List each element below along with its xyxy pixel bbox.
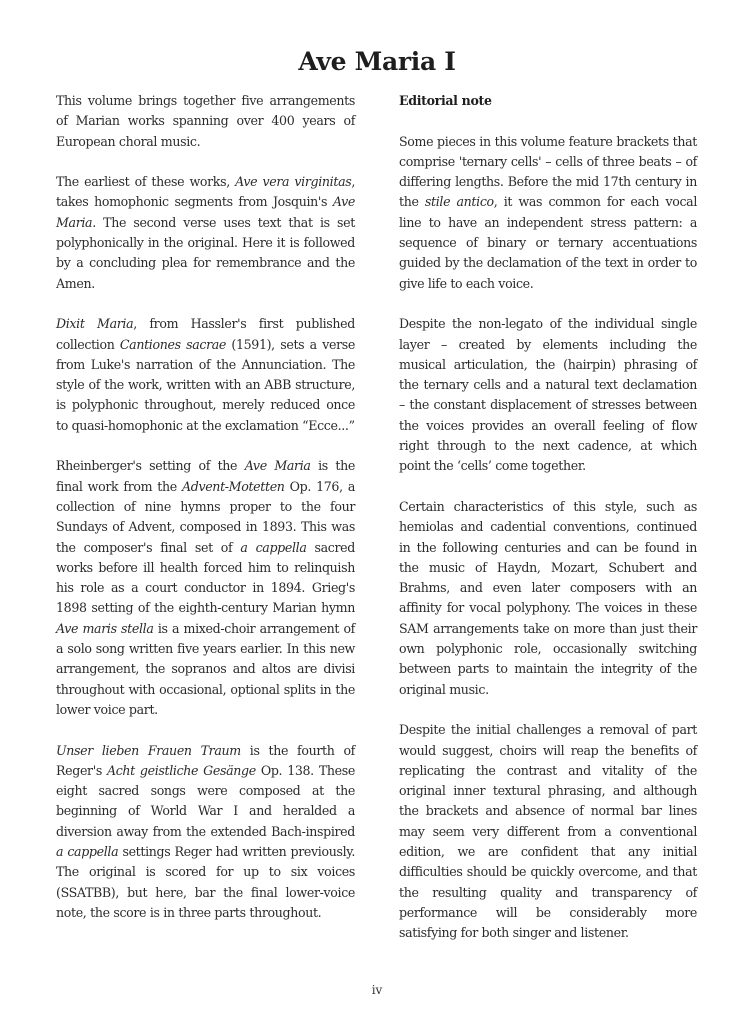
page-title: Ave Maria I <box>298 46 456 76</box>
dixit-maria-paragraph: Dixit Maria, from Hassler's first published collection Cantiones sacrae (1591), sets a verse from Luke's narration of the Annunciation. The style of the work, written with an ABB structure, is polyphonic throughout, merely reduced once to quasi-homophonic at the exclamation “Ecce...” <box>56 316 355 433</box>
challenges-paragraph: Despite the initial challenges a removal of part would suggest, choirs will reap the benefits of replicating the contrast and vitality of the original inner textural phrasing, and although the brackets and absence of normal bar lines may seem very different from a conventional edition, we are confident that any initial difficulties should be quickly overcome, and that the resulting quality and transparency of performance will be considerably more satisfying for both singer and listener. <box>399 722 697 941</box>
italic-title: Ave vera virginitas <box>235 174 352 190</box>
italic-title: stile antico <box>424 194 494 210</box>
italic-title: Ave Maria <box>56 194 355 230</box>
italic-title: Unser lieben Frauen Traum <box>56 742 241 758</box>
italic-title: Dixit Maria <box>56 316 134 332</box>
italic-title: Ave maris stella <box>56 620 154 636</box>
non-legato-paragraph: Despite the non-legato of the individual single layer – created by elements including the musical articulation, the (hairpin) phrasing of the ternary cells and a natural text declamation – the constant displacement of stresses between the voices provides an overall feeling of flow right through to the next cadence, at which point the ‘cells’ come together. <box>399 316 697 474</box>
ternary-cells-paragraph: Some pieces in this volume feature brackets that comprise 'ternary cells' – cells of three beats – of differing lengths. Before the mid 17th century in the stile antico, it was common for each vocal line to have an independent stress pattern: a sequence of binary or ternary accentuations guided by the declamation of the text in order to give life to each voice. <box>399 133 698 291</box>
page-number: iv <box>371 983 383 997</box>
italic-title: Cantiones sacrae <box>119 336 226 352</box>
rheinberger-grieg-paragraph: Rheinberger's setting of the Ave Maria is the final work from the Advent-Motetten Op. 176, a collection of nine hymns proper to the four Sundays of Advent, composed in 1893. This was the composer's final set of a cappella sacred works before ill health forced him to relinquish his role as a court conductor in 1894. Grieg's 1898 setting of the eighth-century Marian hymn Ave maris stella is a mixed-choir arrangement of a solo song written five years earlier. In this new arrangement, the sopranos and altos are divisi throughout with occasional, optional splits in the lower voice part. <box>56 458 356 717</box>
style-characteristics-paragraph: Certain characteristics of this style, such as hemiolas and cadential conventions, continued in the following centuries and can be found in the music of Haydn, Mozart, Schubert and Brahms, and even later composers with an affinity for vocal polyphony. The voices in these SAM arrangements take on more than just their own polyphonic role, occasionally switching between parts to maintain the integrity of the original music. <box>399 498 697 697</box>
editorial-note-heading: Editorial note <box>399 93 492 108</box>
italic-title: a cappella <box>56 843 119 859</box>
reger-paragraph: Unser lieben Frauen Traum is the fourth of Reger's Acht geistliche Gesänge Op. 138. These eight sacred songs were composed at the beginning of World War I and heralded a diversion away from the extended Bach-inspired a cappella settings Reger had written previously. The original is scored for up to six voices (SSATBB), but here, bar the final lower-voice note, the score is in three parts throughout. <box>56 742 355 920</box>
ave-vera-virginitas-paragraph: The earliest of these works, Ave vera virginitas, takes homophonic segments from Josquin's Ave Maria. The second verse uses text that is set polyphonically in the original. Here it is followed by a concluding plea for remembrance and the Amen. <box>56 174 355 291</box>
italic-title: Acht geistliche Gesänge <box>106 762 256 778</box>
left-column <box>56 91 355 923</box>
italic-title: Advent-Motetten <box>181 478 285 494</box>
italic-title: a cappella <box>240 539 307 555</box>
right-column <box>399 91 697 943</box>
italic-title: Ave Maria <box>244 458 311 474</box>
intro-paragraph: This volume brings together five arrangements of Marian works spanning over 400 years of European choral music. <box>56 93 355 149</box>
